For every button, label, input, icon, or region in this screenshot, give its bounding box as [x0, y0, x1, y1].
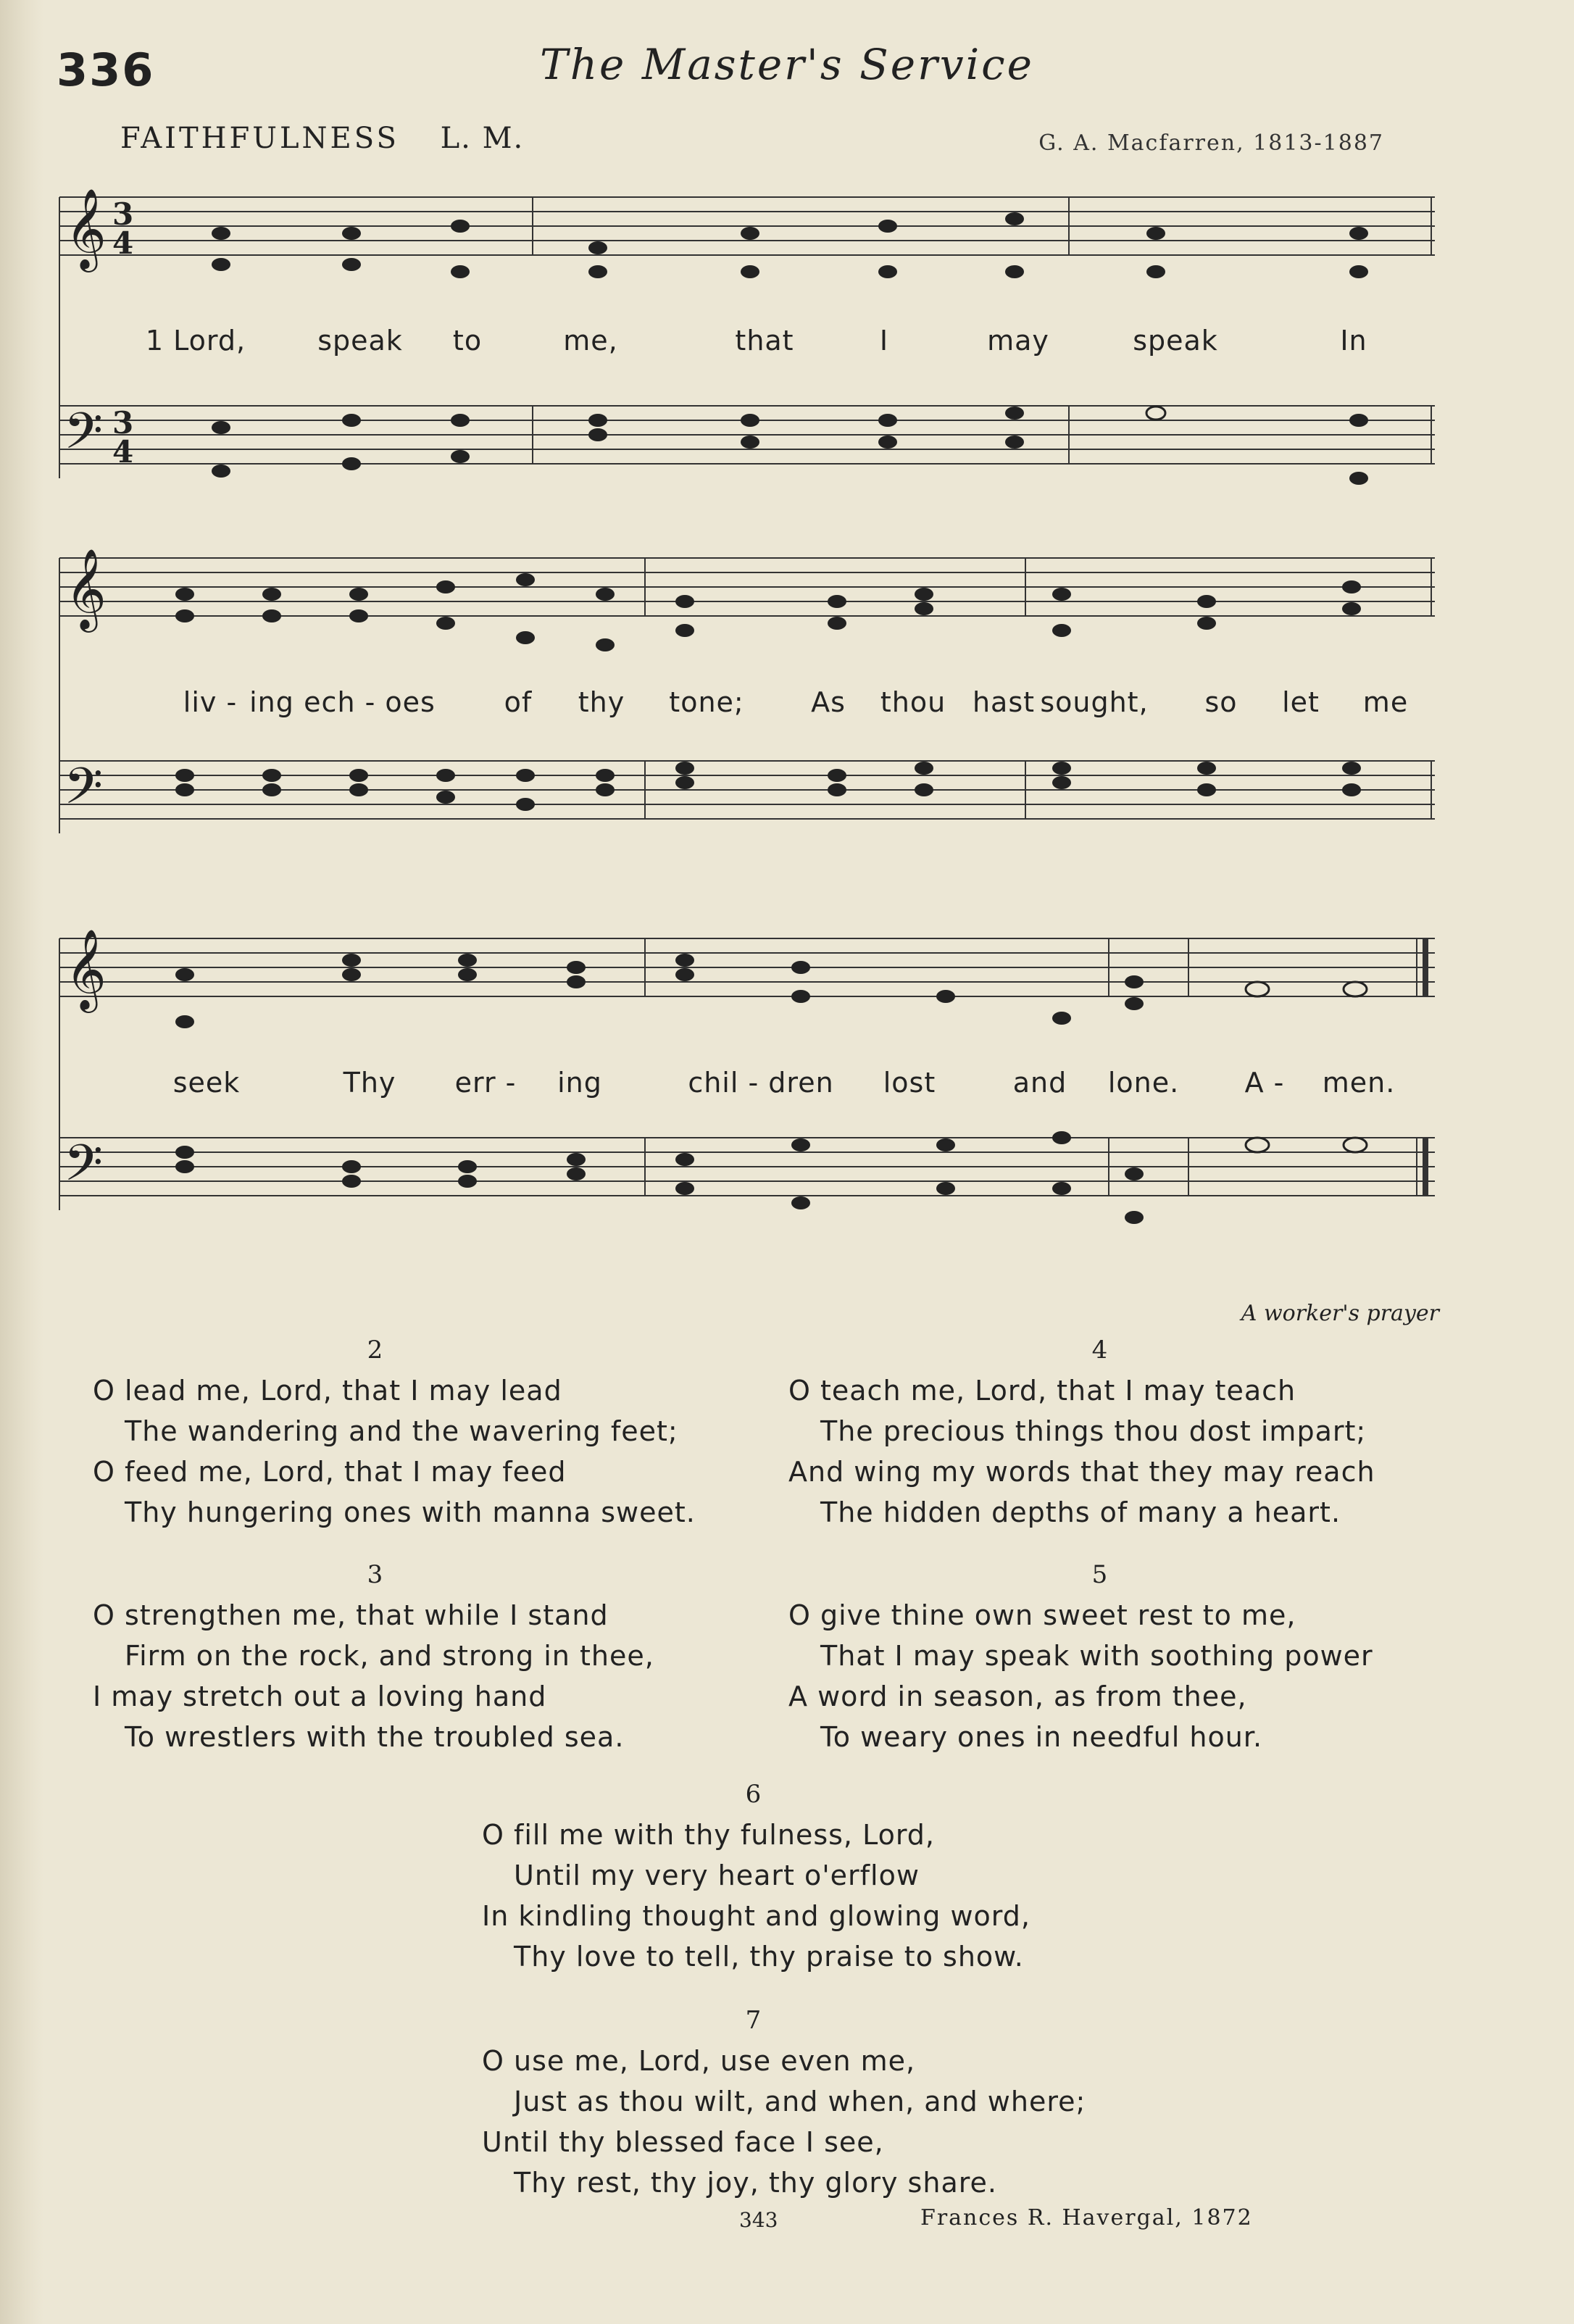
bass-clef-icon: 𝄢 — [64, 1133, 104, 1204]
stanza-number: 6 — [745, 1780, 762, 1809]
lyric-word: sought, — [1040, 686, 1149, 718]
stanza-3 — [93, 1554, 658, 1757]
stanza-line: Thy rest, thy joy, thy glory share. — [514, 2167, 997, 2199]
lyric-word: thy — [578, 686, 625, 718]
treble-staff-1 — [59, 197, 1435, 255]
stanza-line: O teach me, Lord, that I may teach — [788, 1375, 1296, 1407]
treble-clef-icon: 𝄞 — [65, 928, 107, 1009]
tune-meter: L. M. — [440, 122, 525, 155]
lyric-word: of — [504, 686, 533, 718]
lyric-line-3 — [0, 1067, 1574, 1103]
stanza-line: Thy love to tell, thy praise to show. — [514, 1941, 1024, 1973]
stanza-line: To wrestlers with the troubled sea. — [125, 1721, 625, 1753]
time-sig-3: 3 — [112, 196, 134, 232]
lyric-word: In — [1340, 325, 1367, 357]
stanza-line: O strengthen me, that while I stand — [93, 1599, 609, 1631]
tune-heading — [120, 122, 524, 155]
stanza-line: Firm on the rock, and strong in thee, — [125, 1640, 654, 1672]
time-sig-4: 4 — [112, 225, 134, 261]
stanza-line: That I may speak with soothing power — [820, 1640, 1373, 1672]
lyric-word: ech - oes — [304, 686, 436, 718]
lyric-word: A - — [1244, 1067, 1285, 1099]
lyric-word: As — [811, 686, 846, 718]
stanza-line: And wing my words that they may reach — [788, 1456, 1375, 1488]
stanza-5 — [788, 1554, 1412, 1757]
lyric-word: may — [987, 325, 1049, 357]
lyric-word: that — [735, 325, 794, 357]
stanza-line: O lead me, Lord, that I may lead — [93, 1375, 562, 1407]
stanza-line: The hidden depths of many a heart. — [820, 1496, 1341, 1528]
lyric-word: hast — [972, 686, 1036, 718]
section-title: The Master's Service — [540, 40, 1034, 89]
lyric-word: Thy — [343, 1067, 396, 1099]
bass-clef-icon: 𝄢 — [64, 757, 104, 828]
lyric-word: ing — [249, 686, 294, 718]
stanza-number: 5 — [1091, 1560, 1109, 1589]
bass-clef-icon: 𝄢 — [64, 401, 104, 472]
stanza-line: In kindling thought and glowing word, — [482, 1900, 1030, 1932]
lyric-word: let — [1282, 686, 1320, 718]
stanza-line: O fill me with thy fulness, Lord, — [482, 1819, 935, 1851]
stanza-4 — [788, 1330, 1412, 1533]
stanza-7 — [482, 2000, 1086, 2203]
stanza-number: 4 — [1091, 1336, 1109, 1365]
lyric-line-1 — [0, 325, 1574, 361]
stanza-line: I may stretch out a loving hand — [93, 1680, 547, 1712]
stanza-line: A word in season, as from thee, — [788, 1680, 1247, 1712]
hymn-number: 343 — [739, 2208, 778, 2232]
stanza-line: The wandering and the wavering feet; — [125, 1415, 678, 1447]
lyric-word: speak — [317, 325, 403, 357]
lyric-word: men. — [1322, 1067, 1396, 1099]
composer-credit: G. A. Macfarren, 1813-1887 — [1038, 130, 1384, 156]
lyric-word: 1 Lord, — [145, 325, 246, 357]
stanza-6 — [482, 1774, 1030, 1977]
treble-clef-icon: 𝄞 — [65, 548, 107, 629]
stanza-line: O give thine own sweet rest to me, — [788, 1599, 1296, 1631]
lyric-word: so — [1204, 686, 1238, 718]
stanza-number: 7 — [745, 2006, 762, 2035]
lyric-word: chil - dren — [688, 1067, 834, 1099]
lyric-word: lost — [883, 1067, 936, 1099]
stanza-2 — [93, 1330, 696, 1533]
stanza-line: The precious things thou dost impart; — [820, 1415, 1367, 1447]
stanza-line: Just as thou wilt, and when, and where; — [514, 2086, 1086, 2117]
lyric-word: to — [452, 325, 483, 357]
author-credit: Frances R. Havergal, 1872 — [920, 2205, 1253, 2231]
stanza-line: Until thy blessed face I see, — [482, 2126, 884, 2158]
lyric-word: me — [1362, 686, 1409, 718]
stanza-number: 2 — [367, 1336, 384, 1365]
lyric-word: ing — [557, 1067, 602, 1099]
stanza-line: To weary ones in needful hour. — [820, 1721, 1263, 1753]
page-number: 336 — [57, 43, 155, 96]
stanza-line: O feed me, Lord, that I may feed — [93, 1456, 567, 1488]
lyric-word: liv - — [183, 686, 238, 718]
stanza-number: 3 — [367, 1560, 384, 1589]
stanza-line: Thy hungering ones with manna sweet. — [125, 1496, 696, 1528]
lyric-word: tone; — [669, 686, 744, 718]
lyric-word: I — [879, 325, 889, 357]
hymn-subject: A worker's prayer — [1241, 1301, 1439, 1326]
lyric-word: speak — [1133, 325, 1218, 357]
lyric-line-2 — [0, 686, 1574, 722]
stanza-line: Until my very heart o'erflow — [514, 1859, 920, 1891]
lyric-word: me, — [563, 325, 618, 357]
tune-name: FAITHFULNESS — [120, 122, 399, 155]
lyric-word: lone. — [1107, 1067, 1180, 1099]
time-sig-3: 3 — [112, 405, 134, 441]
lyric-word: thou — [880, 686, 946, 718]
lyric-word: err - — [454, 1067, 517, 1099]
stanza-line: O use me, Lord, use even me, — [482, 2045, 916, 2077]
treble-clef-icon: 𝄞 — [65, 188, 107, 269]
lyric-word: seek — [172, 1067, 241, 1099]
lyric-word: and — [1012, 1067, 1067, 1099]
time-sig-4: 4 — [112, 434, 134, 470]
